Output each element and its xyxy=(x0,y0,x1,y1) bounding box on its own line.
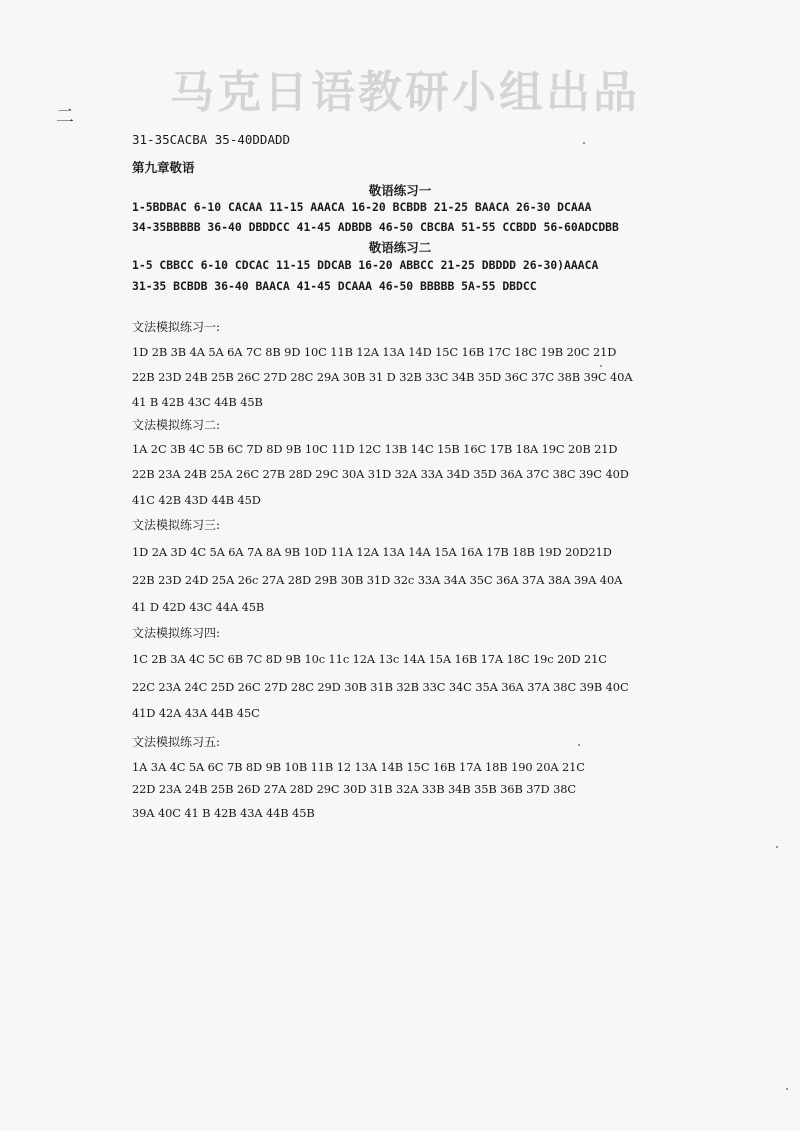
grammar-exercise-1-title: 文法模拟练习一: xyxy=(132,320,221,334)
keigo-exercise-2-title: 敬语练习二 xyxy=(368,240,432,255)
watermark: 马克日语教研小组出品 xyxy=(170,67,640,118)
grammar-exercise-1-line: 1D 2B 3B 4A 5A 6A 7C 8B 9D 10C 11B 12A 13A 14D 15C 16B 17C 18C 19B 20C 21D xyxy=(132,345,617,359)
grammar-exercise-5-line: 39A 40C 41 B 42B 43A 44B 45B xyxy=(132,806,315,820)
chapter-title: 第九章敬语 xyxy=(132,160,195,175)
grammar-exercise-2-line: 1A 2C 3B 4C 5B 6C 7D 8D 9B 10C 11D 12C 13B 14C 15B 16C 17B 18A 19C 20B 21D xyxy=(132,442,618,456)
grammar-exercise-1-line: 41 B 42B 43C 44B 45B xyxy=(132,395,263,409)
grammar-exercise-4-line: 22C 23A 24C 25D 26C 27D 28C 29D 30B 31B 32B 33C 34C 35A 36A 37A 38C 39B 40C xyxy=(132,680,629,694)
keigo-exercise-2-line-1: 1-5 CBBCC 6-10 CDCAC 11-15 DDCAB 16-20 ABBCC 21-25 DBDDD 26-30)AAACA xyxy=(132,258,599,272)
grammar-exercise-3-line: 22B 23D 24D 25A 26c 27A 28D 29B 30B 31D 32c 33A 34A 35C 36A 37A 38A 39A 40A xyxy=(132,573,623,587)
grammar-exercise-2-title: 文法模拟练习二: xyxy=(132,418,221,432)
scan-speck xyxy=(600,365,602,367)
top-answer-line: 31-35CACBA 35-40DDADD xyxy=(132,132,291,147)
grammar-exercise-2-line: 22B 23A 24B 25A 26C 27B 28D 29C 30A 31D 32A 33A 34D 35D 36A 37C 38C 39C 40D xyxy=(132,467,629,481)
keigo-exercise-1-line-2: 34-35BBBBB 36-40 DBDDCC 41-45 ADBDB 46-50 CBCBA 51-55 CCBDD 56-60ADCDBB xyxy=(132,220,619,234)
grammar-exercise-5-title: 文法模拟练习五: xyxy=(132,735,221,749)
grammar-exercise-3-title: 文法模拟练习三: xyxy=(132,518,221,532)
keigo-exercise-1-line-1: 1-5BDBAC 6-10 CACAA 11-15 AAACA 16-20 BCBDB 21-25 BAACA 26-30 DCAAA xyxy=(132,200,592,214)
grammar-exercise-4-line: 41D 42A 43A 44B 45C xyxy=(132,706,260,720)
scan-speck xyxy=(578,744,580,746)
scan-speck xyxy=(776,846,778,848)
grammar-exercise-4-title: 文法模拟练习四: xyxy=(132,626,221,640)
keigo-exercise-2-line-2: 31-35 BCBDB 36-40 BAACA 41-45 DCAAA 46-50 BBBBB 5A-55 DBDCC xyxy=(132,279,537,293)
scan-speck xyxy=(786,1088,788,1090)
grammar-exercise-3-line: 41 D 42D 43C 44A 45B xyxy=(132,600,265,614)
grammar-exercise-3-line: 1D 2A 3D 4C 5A 6A 7A 8A 9B 10D 11A 12A 13A 14A 15A 16A 17B 18B 19D 20D21D xyxy=(132,545,612,559)
grammar-exercise-2-line: 41C 42B 43D 44B 45D xyxy=(132,493,261,507)
grammar-exercise-4-line: 1C 2B 3A 4C 5C 6B 7C 8D 9B 10c 11c 12A 13c 14A 15A 16B 17A 18C 19c 20D 21C xyxy=(132,652,607,666)
grammar-exercise-5-line: 1A 3A 4C 5A 6C 7B 8D 9B 10B 11B 12 13A 14B 15C 16B 17A 18B 190 20A 21C xyxy=(132,760,585,774)
scan-speck xyxy=(583,142,585,144)
keigo-exercise-1-title: 敬语练习一 xyxy=(368,183,432,198)
grammar-exercise-1-line: 22B 23D 24B 25B 26C 27D 28C 29A 30B 31 D 32B 33C 34B 35D 36C 37C 38B 39C 40A xyxy=(132,370,633,384)
margin-mark: 二 xyxy=(56,106,74,127)
grammar-exercise-5-line: 22D 23A 24B 25B 26D 27A 28D 29C 30D 31B 32A 33B 34B 35B 36B 37D 38C xyxy=(132,782,576,796)
